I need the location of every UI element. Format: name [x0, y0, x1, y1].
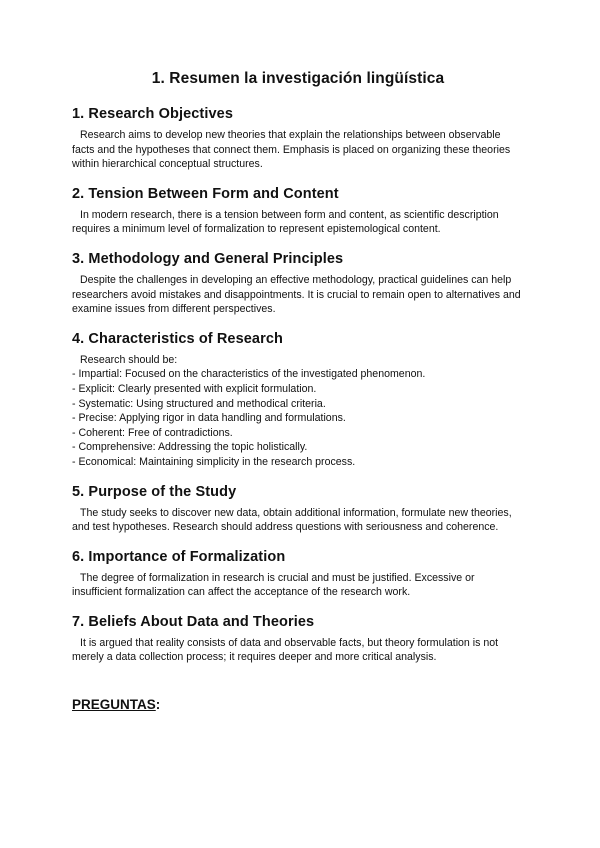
section-methodology [72, 251, 524, 317]
section-tension-form-content [72, 186, 524, 237]
section-heading: 4. Characteristics of Research [72, 330, 283, 347]
section-formalization [72, 549, 524, 600]
list-item: - Coherent: Free of contradictions. [72, 426, 233, 439]
questions-colon: : [155, 697, 161, 713]
section-purpose [72, 484, 524, 535]
list-intro: Research should be: [80, 353, 178, 366]
section-heading: 6. Importance of Formalization [72, 548, 286, 565]
document-page [72, 70, 524, 714]
section-body: Despite the challenges in developing an effective methodology, practical guidelines can help researchers avoid mistakes and disappointments. It is crucial to remain open to alternatives and examine issues from different perspectives. [72, 273, 521, 316]
section-body: Research aims to develop new theories that explain the relationships between observable facts and the hypotheses that connect them. Emphasis is placed on organizing these theories within hierarchical conceptual structures. [72, 129, 511, 171]
section-characteristics [72, 331, 524, 470]
section-research-objectives [72, 106, 524, 172]
section-body: The study seeks to discover new data, obtain additional information, formulate new theories, and test hypotheses. Research should address questions with seriousness and coherence. [72, 506, 512, 534]
questions-heading: PREGUNTAS [72, 697, 156, 713]
questions-block [72, 679, 524, 714]
section-body: The degree of formalization in research is crucial and must be justified. Excessive or insufficient formalization can affect the acceptance of the research work. [72, 571, 475, 599]
section-heading: 1. Research Objectives [72, 106, 233, 122]
section-heading: 2. Tension Between Form and Content [72, 185, 339, 202]
list-item: - Comprehensive: Addressing the topic holistically. [72, 441, 308, 454]
list-item: - Systematic: Using structured and methodical criteria. [72, 397, 326, 410]
section-body: It is argued that reality consists of data and observable facts, but theory formulation is not merely a data collection process; it requires deeper and more critical analysis. [72, 636, 499, 664]
section-heading: 3. Methodology and General Principles [72, 250, 344, 267]
characteristics-list [72, 367, 524, 469]
section-heading: 7. Beliefs About Data and Theories [72, 613, 315, 630]
section-heading: 5. Purpose of the Study [72, 483, 237, 500]
page-title: 1. Resumen la investigación lingüística [151, 70, 445, 87]
list-item: - Explicit: Clearly presented with explicit formulation. [72, 382, 317, 395]
list-item: - Precise: Applying rigor in data handling and formulations. [72, 412, 346, 425]
section-beliefs [72, 614, 524, 665]
list-item: - Impartial: Focused on the characteristics of the investigated phenomenon. [72, 368, 426, 381]
section-body: In modern research, there is a tension between form and content, as scientific description requires a minimum level of formalization to represent epistemological content. [72, 208, 499, 236]
list-item: - Economical: Maintaining simplicity in the research process. [72, 455, 356, 468]
